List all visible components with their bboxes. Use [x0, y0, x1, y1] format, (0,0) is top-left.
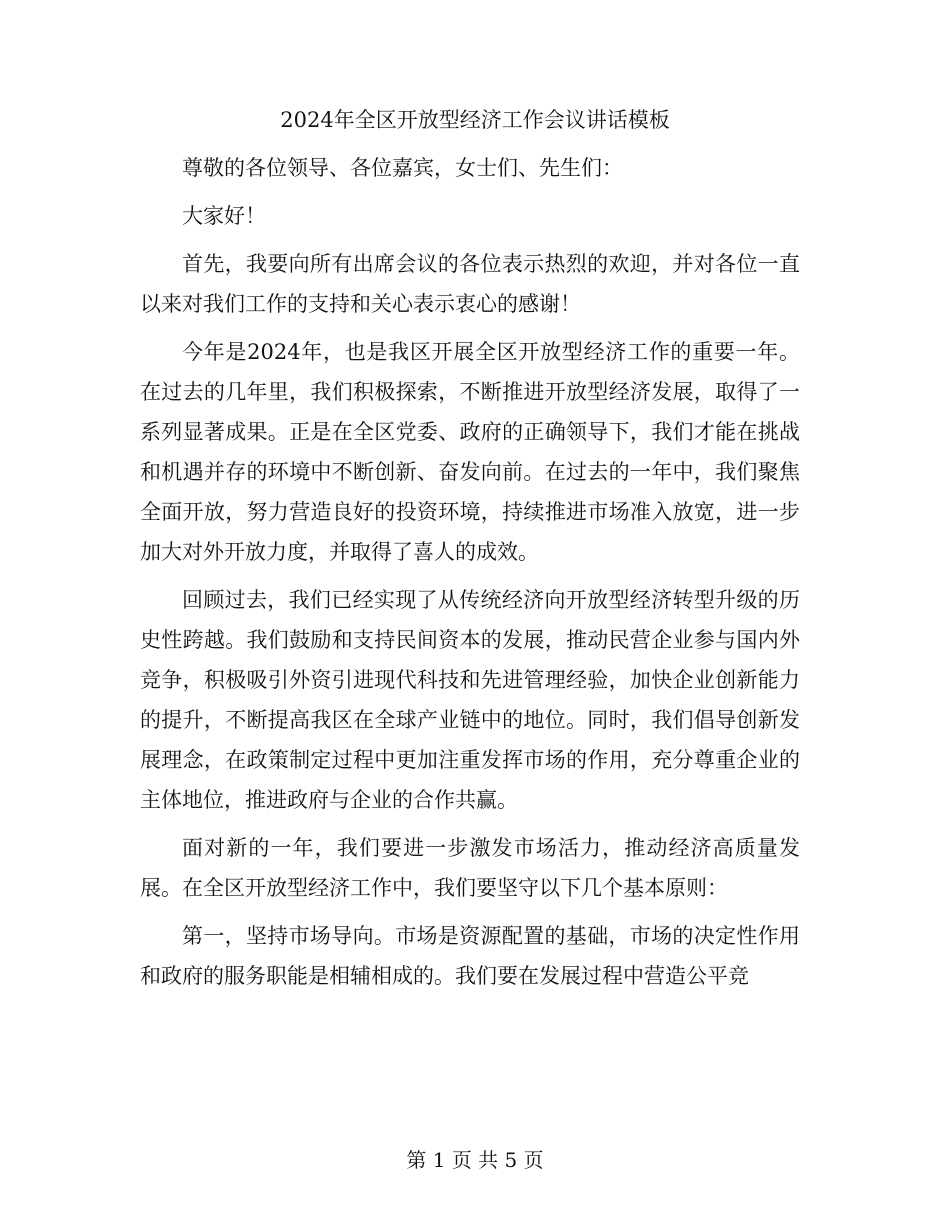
paragraph-salutation: 尊敬的各位领导、各位嘉宾，女士们、先生们： [182, 156, 623, 180]
paragraph-greeting: 大家好！ [182, 204, 266, 228]
paragraph-principle-one: 第一，坚持市场导向。市场是资源配置的基础，市场的决定性作用和政府的服务职能是相辅相成的。我们要在发展过程中营造公平竞 [140, 924, 800, 988]
paragraph-new-year: 面对新的一年，我们要进一步激发市场活力，推动经济高质量发展。在全区开放型经济工作中，我们要坚守以下几个基本原则： [140, 836, 800, 900]
document-title: 2024年全区开放型经济工作会议讲话模板 [280, 108, 670, 132]
page-footer: 第 1 页 共 5 页 [406, 1148, 544, 1172]
paragraph-retrospect: 回顾过去，我们已经实现了从传统经济向开放型经济转型升级的历史性跨越。我们鼓励和支持民间资本的发展，推动民营企业参与国内外竞争，积极吸引外资引进现代科技和先进管理经验，加快企业创新能力的提升，不断提高我区在全球产业链中的地位。同时，我们倡导创新发展理念，在政策制定过程中更加注重发挥市场的作用，充分尊重企业的主体地位，推进政府与企业的合作共赢。 [140, 588, 800, 812]
paragraph-welcome: 首先，我要向所有出席会议的各位表示热烈的欢迎，并对各位一直以来对我们工作的支持和关心表示衷心的感谢！ [140, 252, 800, 316]
paragraph-year-review: 今年是2024年，也是我区开展全区开放型经济工作的重要一年。在过去的几年里，我们积极探索，不断推进开放型经济发展，取得了一系列显著成果。正是在全区党委、政府的正确领导下，我们才能在挑战和机遇并存的环境中不断创新、奋发向前。在过去的一年中，我们聚焦全面开放，努力营造良好的投资环境，持续推进市场准入放宽，进一步加大对外开放力度，并取得了喜人的成效。 [140, 340, 800, 564]
document-body [140, 148, 800, 1004]
